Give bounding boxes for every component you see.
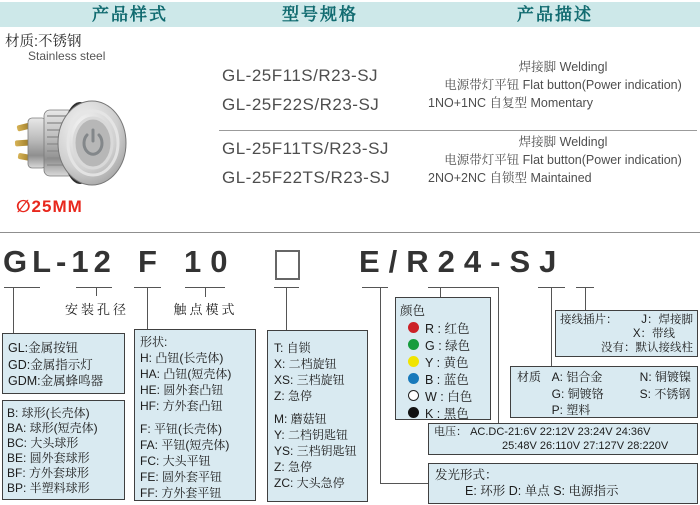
option: FA: 平钮(短壳体) [140, 438, 230, 452]
connector [498, 287, 499, 423]
option: HE: 圆外套凸钮 [140, 383, 224, 397]
connector [440, 287, 441, 297]
option: GD:金属指示灯 [8, 357, 93, 372]
desc-line: 电源带灯平钮 Flat button(Power indication) [444, 78, 682, 92]
option: Y : 黄色 [425, 355, 469, 370]
model-number: GL-25F22TS/R23-SJ [222, 168, 391, 187]
description-block [428, 133, 698, 187]
section-divider [0, 232, 700, 233]
option: 没有：默认接线柱 [601, 342, 693, 354]
material-options-box [510, 366, 698, 418]
option: F: 平钮(长壳体) [140, 422, 222, 436]
header-model-spec: 型号规格 [282, 5, 358, 24]
model-number: GL-25F22S/R23-SJ [222, 95, 380, 114]
option: YS: 三档钥匙钮 [274, 444, 357, 458]
code-placeholder-box [275, 250, 300, 280]
header-product-style: 产品样式 [92, 5, 168, 24]
model-number: GL-25F11S/R23-SJ [222, 66, 379, 85]
option: BP: 半塑料球形 [7, 481, 90, 495]
option: Z: 急停 [274, 389, 312, 403]
voltage-options-box [428, 423, 698, 455]
green-dot-icon [408, 339, 419, 350]
option: B: 球形(长壳体) [7, 406, 90, 420]
code-shape: F [138, 244, 157, 279]
option: GL:金属按钮 [8, 341, 79, 355]
option: HF: 方外套凸钮 [140, 399, 223, 413]
yellow-dot-icon [408, 356, 419, 367]
option: X：带线 [632, 328, 675, 340]
option: Z: 急停 [274, 460, 312, 474]
option: BF: 方外套球形 [7, 466, 90, 480]
option: BC: 大头球形 [7, 436, 79, 450]
red-dot-icon [408, 322, 419, 333]
desc-line: 1NO+1NC 自复型 Momentary [428, 96, 593, 110]
option: BA: 球形(短壳体) [7, 421, 98, 435]
label-contact-mode: 触点模式 [173, 302, 238, 317]
connector [205, 287, 206, 297]
terminal-options-box [555, 310, 698, 357]
light-options-box [428, 463, 698, 504]
option: ZC: 大头急停 [274, 476, 345, 490]
connector [96, 287, 97, 296]
box-title: 接线插片： [560, 314, 618, 326]
option: B : 蓝色 [425, 372, 469, 387]
series-options-box [2, 333, 125, 394]
group-divider [219, 130, 697, 131]
description-block [428, 58, 698, 112]
option: G : 绿色 [425, 338, 471, 353]
option: AC.DC-21:6V 22:12V 23:24V 24:36V [470, 426, 651, 438]
ball-options-box [2, 400, 125, 500]
option: K : 黑色 [425, 406, 469, 421]
option: S: 不锈钢 [639, 386, 691, 401]
header-bar [0, 2, 700, 27]
tick [428, 287, 498, 288]
box-title: 颜色 [400, 304, 426, 318]
tick [76, 287, 112, 288]
option: BE: 圆外套球形 [7, 451, 90, 465]
diameter-label: ∅25MM [16, 197, 83, 216]
connector [380, 483, 428, 484]
option: P: 塑料 [551, 403, 591, 417]
product-photo [14, 88, 132, 200]
connector [147, 287, 148, 329]
option: GDM:金属蜂鸣器 [8, 374, 104, 388]
option: FC: 大头平钮 [140, 454, 211, 468]
connector [13, 287, 14, 333]
desc-line: 2NO+2NC 自锁型 Maintained [428, 171, 592, 185]
connector [551, 287, 552, 366]
box-title: 形状: [140, 335, 168, 349]
option: 25:48V 26:110V 27:127V 28:220V [502, 439, 669, 452]
material-label-cn: 材质:不锈钢 [5, 34, 82, 50]
shape-options-box [134, 329, 256, 501]
option: FF: 方外套平钮 [140, 486, 222, 500]
option: X: 二档旋钮 [274, 357, 337, 371]
label-mounting-hole: 安装孔径 [64, 302, 129, 317]
desc-line: 焊接脚 Weldingl [518, 60, 608, 74]
color-options-box [395, 297, 491, 420]
code-suffix: E/R24-SJ [359, 244, 566, 279]
model-number: GL-25F11TS/R23-SJ [222, 139, 389, 158]
option: A: 铝合金 [551, 370, 603, 384]
desc-line: 电源带灯平钮 Flat button(Power indication) [444, 153, 682, 167]
option: R : 红色 [425, 321, 470, 336]
option: J：焊接脚 [641, 314, 693, 326]
option: G: 铜镀铬 [551, 386, 604, 401]
header-product-desc: 产品描述 [517, 5, 593, 24]
blue-dot-icon [408, 373, 419, 384]
option: W : 白色 [425, 389, 473, 404]
desc-line: 焊接脚 Weldingl [518, 135, 608, 149]
white-dot-icon [408, 390, 419, 401]
code-series: GL-12 [3, 244, 116, 279]
black-dot-icon [408, 407, 419, 418]
connector [286, 287, 287, 330]
option: E: 环形 D: 单点 S: 电源指示 [465, 484, 619, 498]
tick [4, 287, 40, 288]
tick [362, 287, 388, 288]
box-title: 发光形式： [435, 468, 498, 482]
option: Y: 二档钥匙钮 [274, 428, 349, 442]
code-contact: 10 [184, 244, 237, 279]
option: T: 自锁 [274, 341, 311, 355]
option: N: 铜镀镍 [639, 370, 691, 384]
action-options-box [267, 330, 368, 502]
option: H: 凸钮(长壳体) [140, 351, 224, 365]
option: FE: 圆外套平钮 [140, 470, 223, 484]
box-title: 材质 [517, 370, 542, 384]
connector [585, 287, 586, 310]
option: XS: 三档旋钮 [274, 373, 345, 387]
box-title: 电压： [434, 426, 467, 438]
option: M: 蘑菇钮 [274, 412, 327, 426]
connector [380, 287, 381, 483]
material-label-en: Stainless steel [28, 49, 106, 63]
option: HA: 凸钮(短壳体) [140, 367, 232, 381]
